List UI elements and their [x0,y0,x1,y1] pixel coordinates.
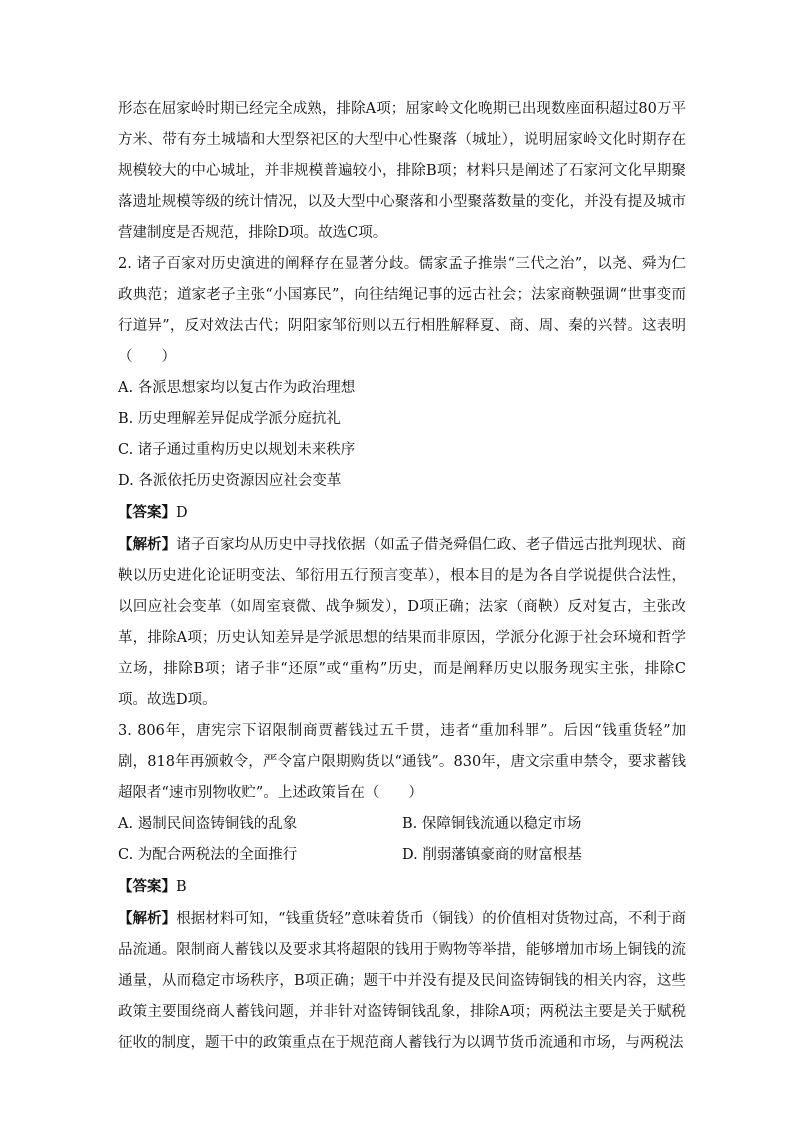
question-3-option-c: C. 为配合两税法的全面推行 [118,847,298,863]
answer-value: B [176,879,187,895]
question-2-option-c: C. 诸子通过重构历史以规划未来秩序 [118,442,356,458]
question-3-option-d: D. 削弱藩镇豪商的财富根基 [402,847,582,863]
question-3-options-row-2 [118,840,686,871]
question-2-option-d: D. 各派依托历史资源因应社会变革 [118,473,342,489]
analysis-label: 【解析】 [118,910,177,927]
question-3-option-a: A. 遏制民间盗铸铜钱的乱象 [118,816,298,832]
question-2-stem: 2. 诸子百家对历史演进的阐释存在显著分歧。儒家孟子推崇“三代之治”，以尧、舜为仁政典范；道家老子主张“小国寡民”，向往结绳记事的远古社会；法家商鞅强调“世事变而行道异”，反对效法古代；阴阳家邹衍则以五行相胜解释夏、商、周、秦的兴替。这表明（ ） [118,256,686,365]
question-2-option-a: A. 各派思想家均以复古作为政治理想 [118,380,356,396]
answer-label: 【答案】 [118,504,176,521]
question-3-stem: 3. 806年，唐宪宗下诏限制商贾蓄钱过五千贯，违者“重加科罪”。后因“钱重货轻”加剧，818年再颁敕令，严令富户限期购货以“通钱”。830年，唐文宗重申禁令，要求蓄钱超限者“速市别物收贮”。上述政策旨在（ ） [118,723,686,801]
analysis-label: 【解析】 [118,536,177,553]
analysis-text: 根据材料可知，“钱重货轻”意味着货币（铜钱）的价值相对货物过高，不利于商品流通。限制商人蓄钱以及要求其将超限的钱用于购物等举措，能够增加市场上铜钱的流通量，从而稳定市场秩序，B项正确；题干中并没有提及民间盗铸铜钱的相关内容，这些政策主要围绕商人蓄钱问题，并非针对盗铸铜钱乱象，排除A项；两税法主要是关于赋税征收的制度，题干中的政策重点在于规范商人蓄钱行为以调节货币流通和市场，与两税法 [118,911,687,1051]
question-3-option-b: B. 保障铜钱流通以稳定市场 [402,816,582,832]
question-3-analysis [118,903,686,1059]
question-2-option-b: B. 历史理解差异促成学派分庭抗礼 [118,411,341,427]
question-3-answer [118,871,686,903]
answer-label: 【答案】 [118,878,176,895]
question-2-analysis [118,529,686,716]
question-3-options-row-1 [118,809,686,840]
answer-value: D [176,505,188,521]
analysis-text: 诸子百家均从历史中寻找依据（如孟子借尧舜倡仁政、老子借远古批判现状、商鞅以历史进化论证明变法、邹衍用五行预言变革），根本目的是为各自学说提供合法性，以回应社会变革（如周室衰微、战争频发），D项正确；法家（商鞅）反对复古，主张改革，排除A项；历史认知差异是学派思想的结果而非原因，学派分化源于社会环境和哲学立场，排除B项；诸子非“还原”或“重构”历史，而是阐释历史以服务现实主张，排除C项。故选D项。 [118,537,686,708]
previous-analysis-continuation: 形态在屈家岭时期已经完全成熟，排除A项；屈家岭文化晚期已出现数座面积超过80万平方米、带有夯土城墙和大型祭祀区的大型中心性聚落（城址），说明屈家岭文化时期存在规模较大的中心城址，并非规模普遍较小，排除B项；材料只是阐述了石家河文化早期聚落遗址规模等级的统计情况，以及大型中心聚落和小型聚落数量的变化，并没有提及城市营建制度是否规范，排除D项。故选C项。 [118,101,686,241]
question-2-answer [118,497,686,529]
document-page [118,94,686,1059]
